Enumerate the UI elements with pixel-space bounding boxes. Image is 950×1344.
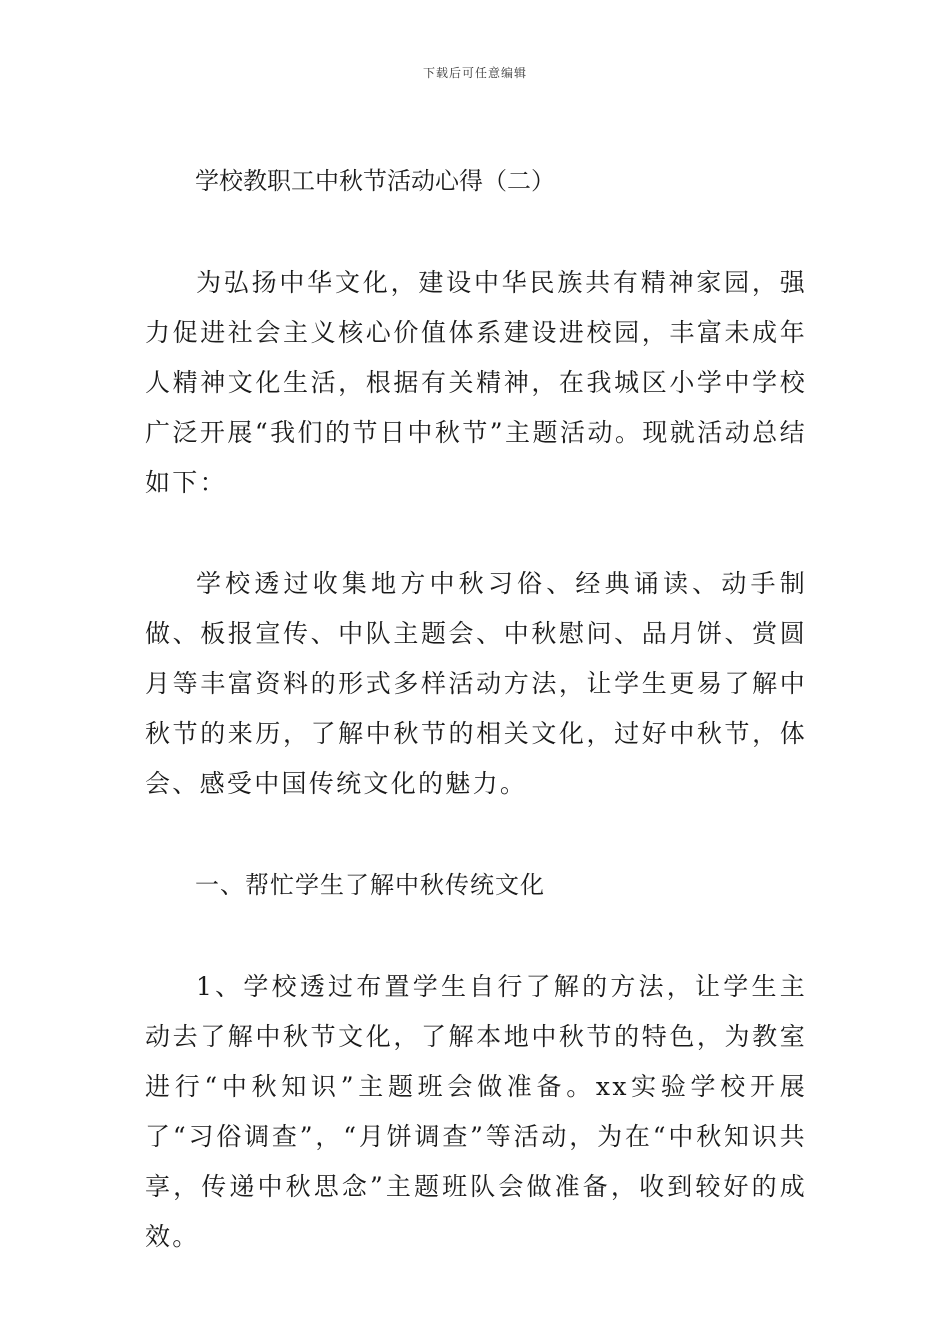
intro-paragraph: 为弘扬中华文化，建设中华民族共有精神家园，强力促进社会主义核心价值体系建设进校园，丰富未成年人精神文化生活，根据有关精神，在我城区小学中学校广泛开展“我们的节日中秋节”主题活动。现就活动总结如下： (145, 268, 807, 497)
summary-paragraph: 学校透过收集地方中秋习俗、经典诵读、动手制做、板报宣传、中队主题会、中秋慰问、品月饼、赏圆月等丰富资料的形式多样活动方法，让学生更易了解中秋节的来历，了解中秋节的相关文化，过好中秋节，体会、感受中国传统文化的魅力。 (145, 569, 807, 798)
header-note: 下载后可任意编辑 (422, 66, 527, 80)
section-heading: 一、帮忙学生了解中秋传统文化 (195, 871, 545, 899)
document-title: 学校教职工中秋节活动心得（二） (195, 167, 555, 195)
document-body (145, 156, 807, 1313)
item-paragraph: 1、学校透过布置学生自行了解的方法，让学生主动去了解中秋节文化，了解本地中秋节的特色，为教室进行“中秋知识”主题班会做准备。xx实验学校开展了“习俗调查”，“月饼调查”等活动，为在“中秋知识共享，传递中秋思念”主题班队会做准备，收到较好的成效。 (145, 972, 807, 1251)
